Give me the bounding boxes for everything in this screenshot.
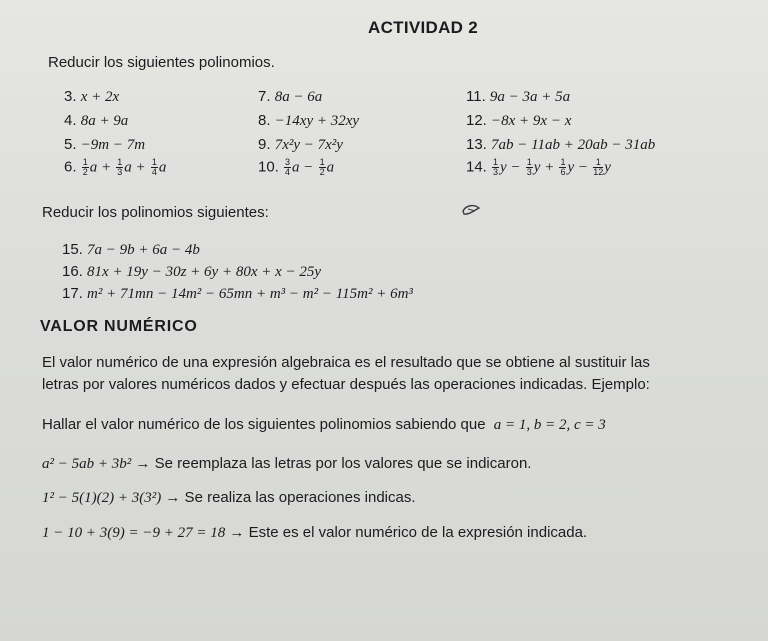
- exercise-7: 7. 8a − 6a: [258, 88, 323, 105]
- exercise-13: 13. 7ab − 11ab + 20ab − 31ab: [466, 136, 656, 153]
- exercise-4: 4. 8a + 9a: [64, 112, 129, 129]
- exercise-15: 15. 7a − 9b + 6a − 4b: [62, 241, 200, 258]
- hand-drawn-mark-icon: [460, 202, 482, 218]
- page-title: ACTIVIDAD 2: [368, 18, 479, 37]
- exercise-8: 8. −14xy + 32xy: [258, 112, 360, 129]
- task-statement: Hallar el valor numérico de los siguientes polinomios sabiendo que a = 1, b = 2, c = 3: [42, 416, 606, 433]
- section-heading-reducir-2: Reducir los polinomios siguientes:: [42, 204, 269, 221]
- exercise-3: 3. x + 2x: [64, 88, 120, 105]
- exercise-16: 16. 81x + 19y − 30z + 6y + 80x + x − 25y: [62, 263, 322, 280]
- section-heading-reducir: Reducir los siguientes polinomios.: [48, 54, 275, 71]
- example-step-3: 1 − 10 + 3(9) = −9 + 27 = 18 → Este es el valor numérico de la expresión indicada.: [42, 524, 588, 541]
- example-step-1: a² − 5ab + 3b² → Se reemplaza las letras por los valores que se indicaron.: [42, 455, 532, 472]
- definition-line-2: letras por valores numéricos dados y efectuar después las operaciones indicadas. Ejemplo:: [42, 376, 650, 393]
- exercise-14: 14. $\frac{1}{3}$ y − $\frac{1}{3}$ y + $\frac{1}{6}$ y − $\frac{1}{12}$ y: [466, 157, 611, 177]
- exercise-10: 10. $\frac{3}{4}$ a − $\frac{1}{2}$ a: [258, 157, 335, 177]
- exercise-6: 6. $\frac{1}{2}$ a + $\frac{1}{3}$ a + $\frac{1}{4}$ a: [64, 157, 167, 177]
- exercise-11: 11. 9a − 3a + 5a: [466, 88, 571, 105]
- exercise-12: 12. −8x + 9x − x: [466, 112, 572, 129]
- exercise-9: 9. 7x²y − 7x²y: [258, 136, 343, 153]
- example-step-2: 1² − 5(1)(2) + 3(3²) → Se realiza las operaciones indicas.: [42, 489, 416, 506]
- exercise-5: 5. −9m − 7m: [64, 136, 146, 153]
- exercise-17: 17. m² + 71mn − 14m² − 65mn + m³ − m² − 115m² + 6m³: [62, 285, 413, 302]
- section-heading-valor-numerico: VALOR NUMÉRICO: [40, 318, 198, 335]
- definition-line-1: El valor numérico de una expresión algebraica es el resultado que se obtiene al sustituir las: [42, 354, 650, 371]
